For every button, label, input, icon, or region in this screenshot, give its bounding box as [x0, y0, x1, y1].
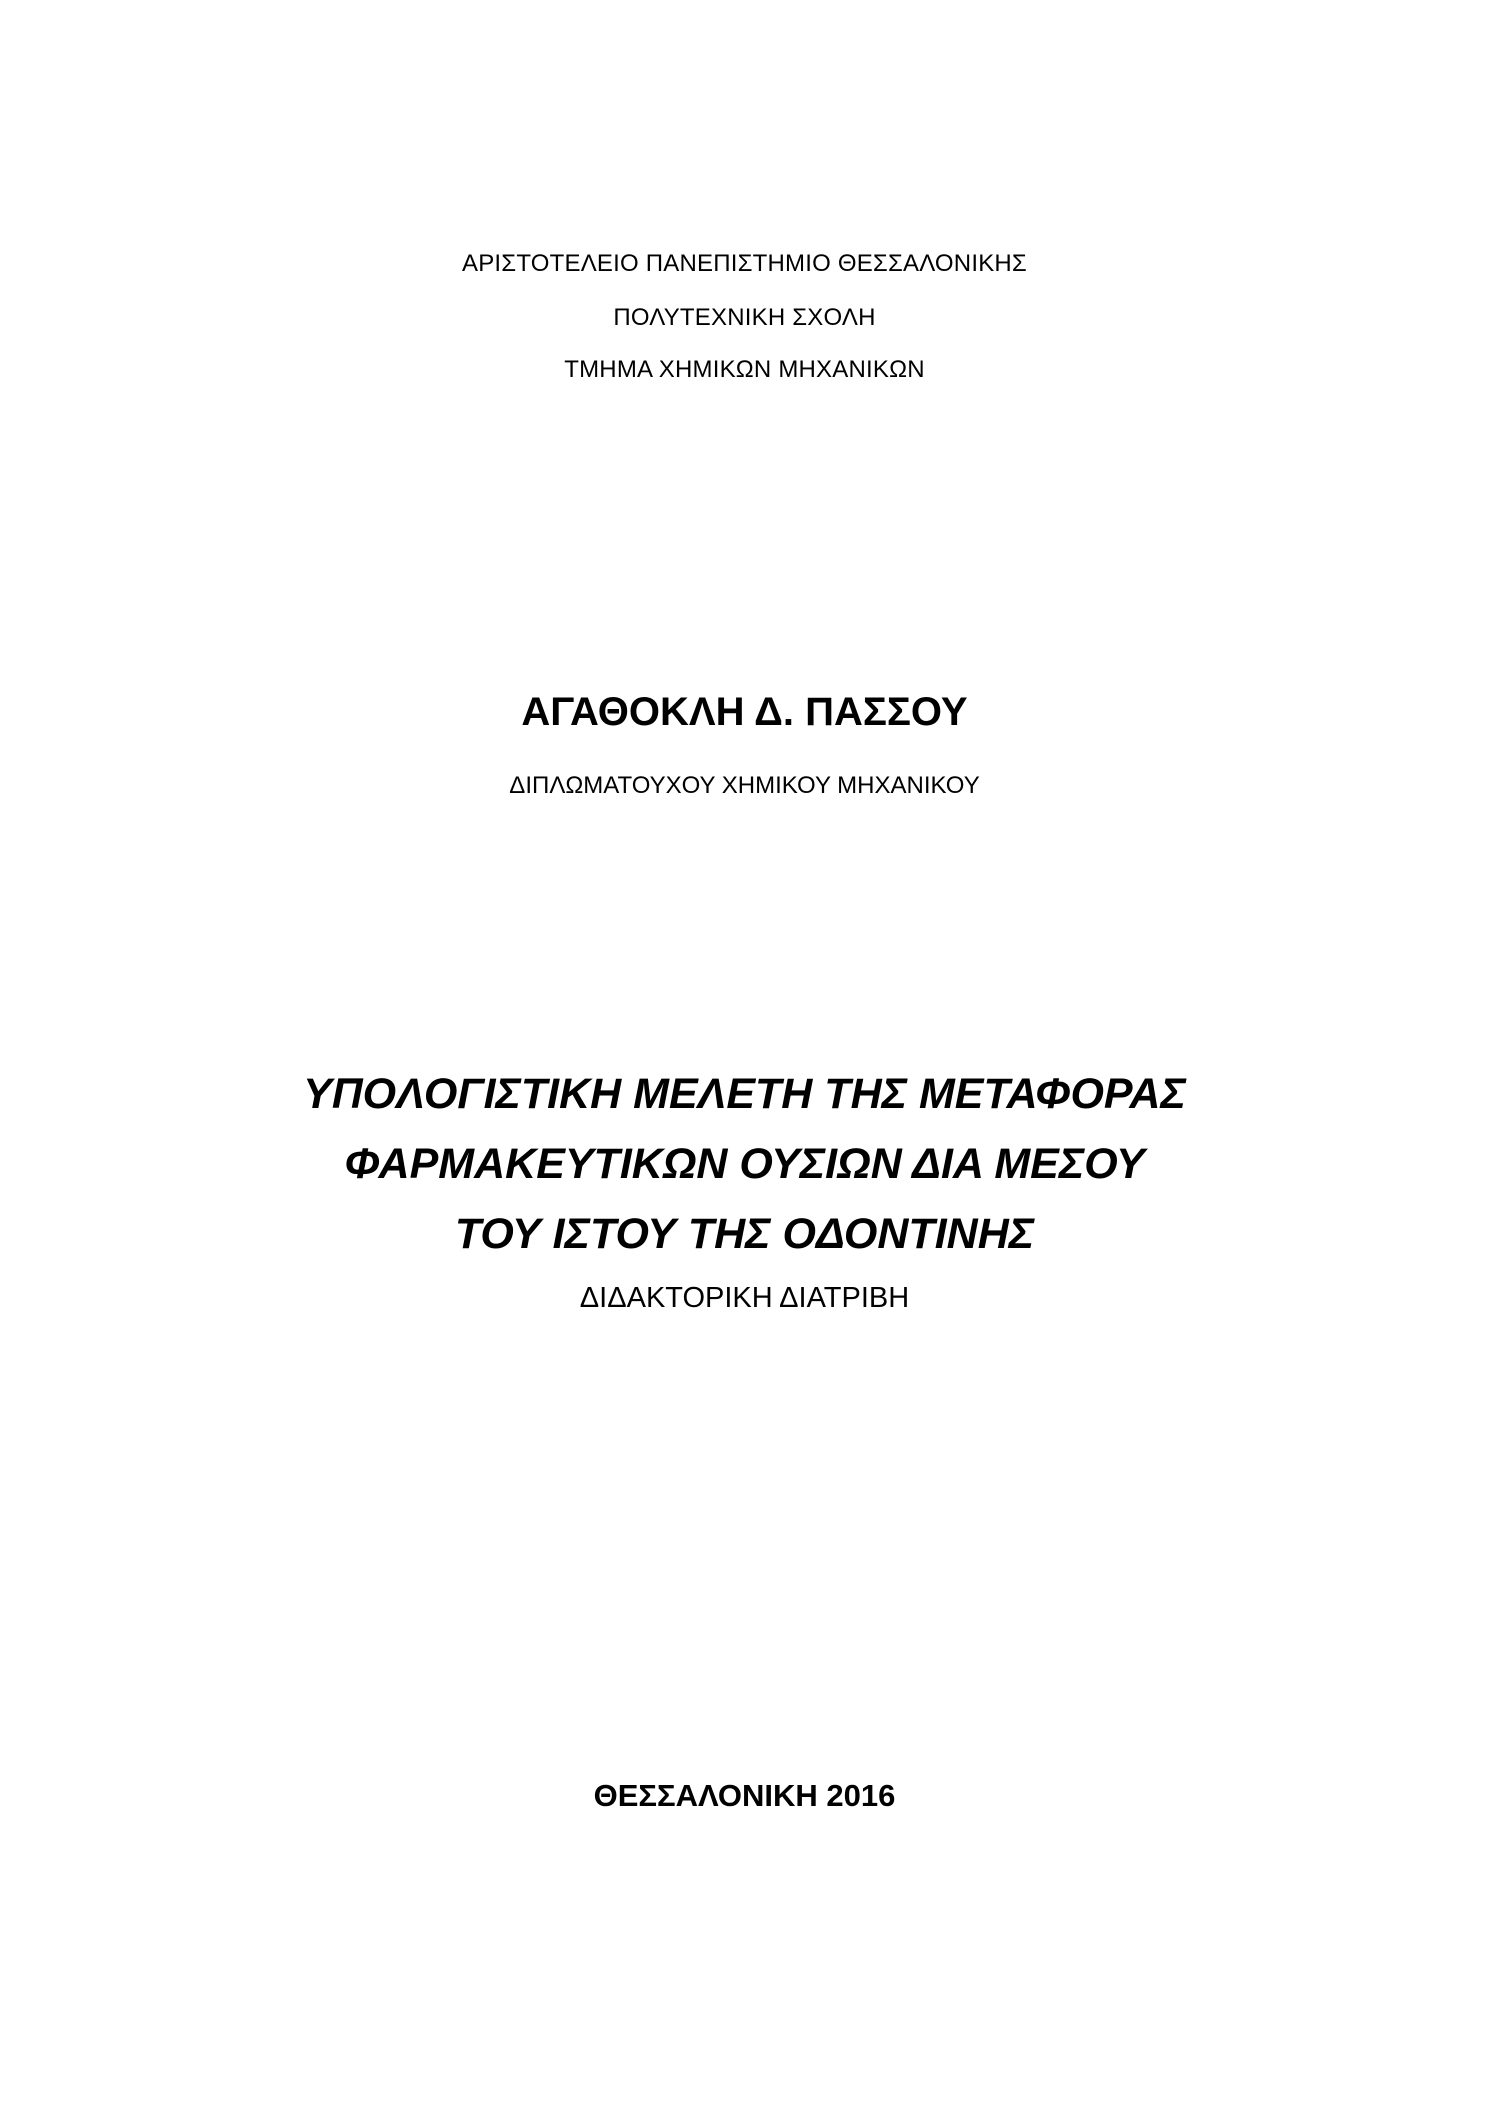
school-name: ΠΟΛΥΤΕΧΝΙΚΗ ΣΧΟΛΗ	[613, 304, 876, 331]
department-name: ΤΜΗΜΑ ΧΗΜΙΚΩΝ ΜΗΧΑΝΙΚΩΝ	[564, 356, 925, 383]
place-year: ΘΕΣΣΑΛΟΝΙΚΗ 2016	[593, 1778, 896, 1813]
author-degree: ΔΙΠΛΩΜΑΤΟΥΧΟΥ ΧΗΜΙΚΟΥ ΜΗΧΑΝΙΚΟΥ	[509, 772, 980, 799]
thesis-title-line-3: ΤΟΥ ΙΣΤΟΥ ΤΗΣ ΟΔΟΝΤΙΝΗΣ	[454, 1210, 1035, 1258]
author-name: ΑΓΑΘΟΚΛΗ Δ. ΠΑΣΣΟΥ	[521, 690, 968, 734]
university-name: ΑΡΙΣΤΟΤΕΛΕΙΟ ΠΑΝΕΠΙΣΤΗΜΙΟ ΘΕΣΣΑΛΟΝΙΚΗΣ	[462, 250, 1027, 277]
thesis-title-line-2: ΦΑΡΜΑΚΕΥΤΙΚΩΝ ΟΥΣΙΩΝ ΔΙΑ ΜΕΣΟΥ	[344, 1140, 1145, 1188]
thesis-type: ΔΙΔΑΚΤΟΡΙΚΗ ΔΙΑΤΡΙΒΗ	[579, 1282, 910, 1314]
thesis-title-line-1: ΥΠΟΛΟΓΙΣΤΙΚΗ ΜΕΛΕΤΗ ΤΗΣ ΜΕΤΑΦΟΡΑΣ	[303, 1070, 1186, 1118]
